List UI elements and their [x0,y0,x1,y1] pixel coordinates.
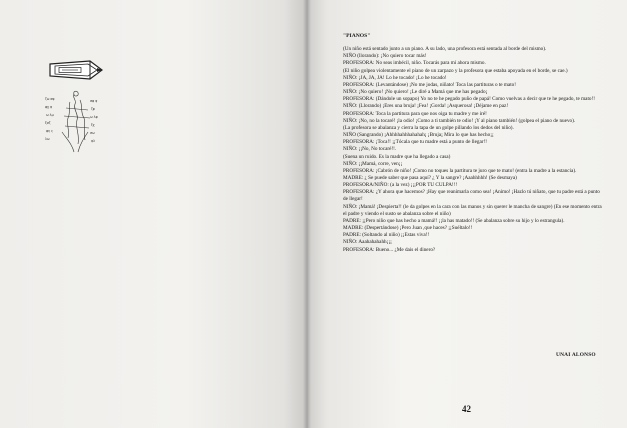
page-number: 42 [462,404,471,414]
left-page [0,0,308,428]
dialogue-line: NIÑO: Aaahahahahh¡¡¡ [343,239,392,246]
dialogue-line: PROFESORA: ¡Toca!! ¡¡Tócala que tu madre está a punto de llegar!! [343,139,487,146]
dialogue-line: PROFESORA/NIÑO: (a la vez) ¡¡¡POR TU CULPA!!! [343,182,458,189]
dialogue-line: NIÑO: ¡No, no la tocaré! ¡la odio! ¡Como a ti también te odio! ¡Y al piano también! (golpea el piano de nuevo). [343,117,576,124]
dialogue-list [343,53,605,253]
dialogue-line: MADRE: (Despertándose) ¡Pero Juan ,que haces? ¡¡Suéltalo!! [343,225,473,232]
dialogue-line: NIÑO (llorando): ¡No quiero tocar más! [343,53,427,60]
dialogue-line: (La profesora se abalanza y cierra la tapa de un golpe pillando los dedos del niño). [343,124,514,131]
svg-text:ω λμ: ω λμ [46,113,54,117]
dialogue-line: NIÑO: ¡¡Mamá, corre, ven¡¡ [343,160,403,167]
svg-text:ω λφ: ω λφ [90,115,98,119]
dialogue-line: PADRE: (Soltando al niño) ¡¡Estas viva!! [343,232,430,239]
dialogue-line: PROFESORA: Toca la partitura para que nos oiga tu madre y me iré! [343,110,487,117]
dialogue-line: PROFESORA: No seas imbécil, niño. Tocarás para mí ahora mismo. [343,60,486,67]
dialogue-line: (Suena un ruido. Es la madre que ha llegado a casa) [343,153,451,160]
figure-sketch-illustration [44,88,106,156]
svg-text:φχ ψ: φχ ψ [45,105,53,109]
svg-text:ξχ: ξχ [91,123,95,127]
dialogue-line: NIÑO: ¡No quiero! ¡No quiero! ¡Le diré a Mamá que me has pegado¡ [343,89,488,96]
svg-text:ζω σφ: ζω σφ [45,97,55,101]
dialogue-line: PROFESORA: (Dándole un sopapo) Yo no te he pegado puño de papá! Como vuelvas a decir que te he pegado, te mato!! [343,96,595,103]
svg-text:ψλ: ψλ [91,139,95,143]
svg-text:φη ς: φη ς [46,129,54,133]
play-text [343,33,605,254]
dialogue-line: PROFESORA: ¡Cabrón de niño! ¡Como no toques la partitura te juro que te mato! (entra la madre a la estancia). [343,167,577,174]
dialogue-line: NIÑO: ¡¡No, No tocaré!!. [343,146,397,153]
svg-text:σω: σω [90,131,95,135]
book-gutter [303,0,311,428]
svg-text:ξσζ: ξσζ [45,121,51,125]
svg-text:σφ ψ: σφ ψ [90,99,98,103]
dialogue-line: NIÑO: ¡JA, JA, JA! Lo he tocado! ¡Lo he tocado! [343,74,447,81]
dialogue-line: NIÑO: (Llorando) ¡Eres una bruja! ¡Fea! ¡Gorda! ¡Asquerosa! ¡Déjame en paz! [343,103,509,110]
svg-text:ζφ: ζφ [91,107,95,111]
dialogue-line: PROFESORA: Bueno... ¿Me dais el dinero? [343,246,436,253]
dialogue-line: MADRE: ¿ Se puede saber que pasa aquí? ¿ Y la sangre? ¡Aaahhhhh! (Se desmaya) [343,174,517,181]
dialogue-line: PADRE: ¡¡Pero niño que has hecho a mamá!! ¡¡la has matado!! (Se abalanza sobre su hijo y lo estrangula). [343,217,565,224]
pencil-icon [46,58,106,82]
dialogue-line: (El niño golpea violentamente el piano de un zarpazo y la profesora que estaba apoyada en el borde, se cae.) [343,67,568,74]
dialogue-line: NIÑO: ¡Mamá! ¡Despierta!! (le da golpes en la cara con las manos y sin querer le mancha de sangre) (En ese momento entra el padre y viendo el susto se abalanza sobre el niño) [343,203,602,217]
dialogue-line: PROFESORA: ¿Y ahora que hacemos? ¡Hay que reanimarla como sea! ¡Animo! ¡Hazlo tú niñato, que tu padre está a punto de llegar! [343,189,600,203]
dialogue-line: PROFESORA: (Levantándose) ¡No me jodas, niñato! Toca las partituras o te mato! [343,81,516,88]
dialogue-line: NIÑO (Sangrando) ¡Ahhhhahhhahahah¡ ¡Bruja¡ Mira lo que has hecho¡¡ [343,132,494,139]
svg-text:λω: λω [45,137,50,141]
stage-intro: (Un niño está sentado junto a un piano. A su lado, una profesora está sentada al borde del mismo). [343,46,547,53]
author-name: UNAI ALONSO [556,352,596,358]
play-title: "PIANOS" [343,33,371,39]
